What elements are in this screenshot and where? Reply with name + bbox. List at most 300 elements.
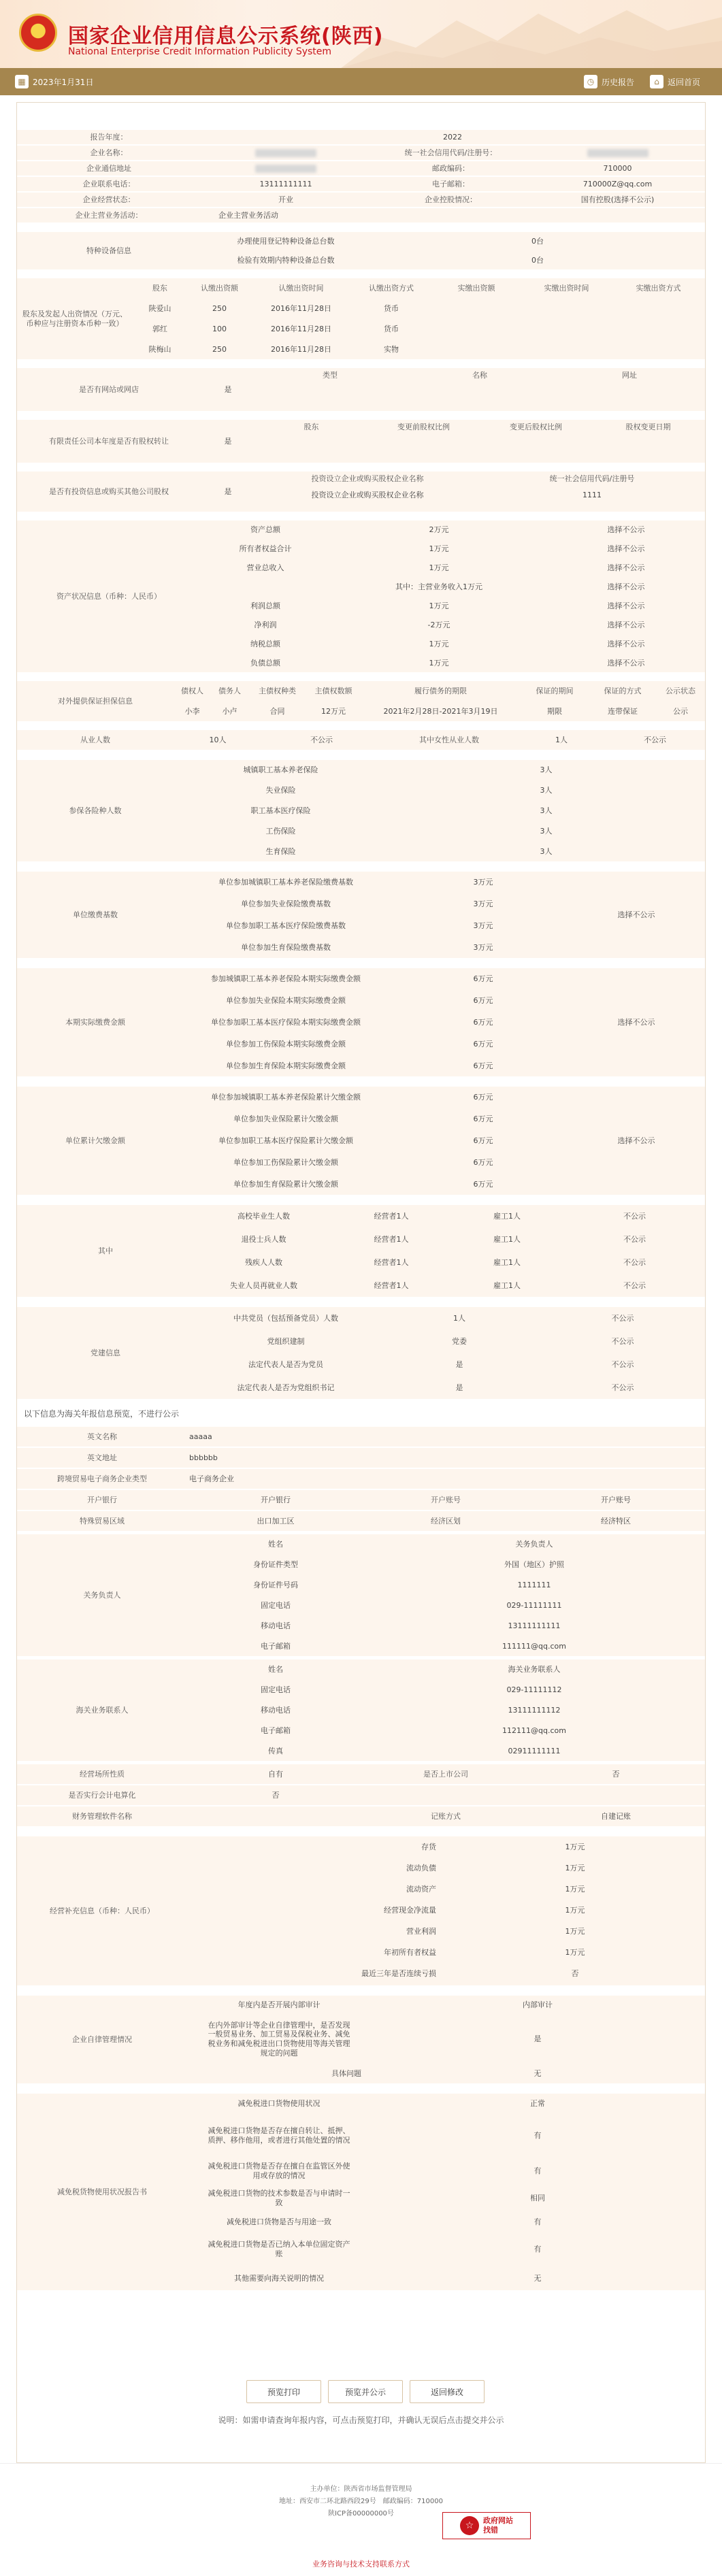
field-value: 否 [571,1968,579,1978]
field-value: 自建记账 [601,1811,631,1821]
annual-report-form [16,102,706,2463]
field-label: 单位参加生育保险本期实际缴费金额 [226,1061,346,1071]
section-label: 是否有网站或网店 [79,384,139,394]
guarantee-block [17,681,705,722]
table-cell: 250 [212,345,227,354]
publicity-status: 选择不公示 [617,1017,655,1027]
field-value: 有 [534,2166,542,2176]
field-value: 6万元 [473,1093,493,1102]
badge-title: 政府网站 [483,2516,513,2525]
field-label: 身份证件类型 [253,1560,298,1570]
field-value: 6万元 [473,1114,493,1124]
column-header: 认缴出资时间 [278,284,324,293]
field-label: 财务管理软件名称 [72,1811,132,1821]
customs-row [17,1806,705,1827]
mountain-decoration [341,0,722,68]
publicity-status: 选择不公示 [607,659,645,668]
table-cell: 1111 [582,491,602,500]
publicity-status: 不公示 [310,735,333,744]
publicity-status: 选择不公示 [607,621,645,630]
party-block [17,1307,705,1400]
column-header: 认缴出资方式 [369,284,414,293]
footer-icp: 陕ICP备00000000号 [328,2510,394,2517]
column-header: 投资设立企业或购买股权企业名称 [311,474,424,484]
field-value: 1万元 [565,1884,585,1894]
field-label: 企业名称： [90,148,128,157]
customs-section-note: 以下信息为海关年报信息预览，不进行公示 [24,1409,180,1419]
field-value: 3万元 [473,899,493,909]
field-value: 10人 [209,735,227,744]
field-value: 无 [534,2069,542,2079]
field-value: 相同 [530,2194,545,2203]
field-label: 负债总额 [250,659,280,668]
column-header: 主债权数额 [314,687,352,696]
section-label: 减免税货物使用状况报告书 [57,2187,147,2196]
field-label: 跨境贸易电子商务企业类型 [57,1474,147,1483]
field-value: 否 [272,1790,280,1800]
section-label: 单位累计欠缴金额 [65,1136,125,1145]
field-label: 企业经营状态： [82,195,135,204]
customs-row [17,1490,705,1510]
customs-row [17,1785,705,1806]
field-value: 开户账号 [601,1495,631,1504]
preview-publish-button[interactable]: 预览并公示 [328,2380,403,2403]
field-label: 法定代表人是否为党员 [248,1360,323,1370]
table-cell: 期限 [547,707,562,716]
site-title-english: National Enterprise Credit Information Publicity System [68,46,332,57]
table-cell: 合同 [269,707,285,716]
field-value: 内部审计 [523,2000,553,2010]
column-header: 股权变更日期 [625,423,671,432]
table-cell: 货币 [384,325,399,334]
field-value: 13111111111 [508,1621,561,1631]
publicity-status: 不公示 [623,1281,646,1291]
field-value: 3人 [540,765,553,775]
field-label: 企业主营业务活动： [75,210,143,220]
field-label: 单位参加生育保险缴费基数 [241,943,331,953]
insurance-base-block [17,872,705,959]
special-equipment-block [17,232,705,270]
field-value: 1万元 [429,563,449,573]
field-value: 02911111111 [508,1747,561,1756]
field-label: 存货 [421,1842,436,1851]
field-value: 1万元 [429,601,449,611]
publicity-status: 选择不公示 [607,525,645,535]
column-header: 变更后股权比例 [510,423,562,432]
publicity-status: 不公示 [611,1360,634,1370]
field-label: 最近三年是否连续亏损 [361,1968,436,1978]
site-title: 国家企业信用信息公示系统(陕西) [68,24,384,48]
field-label: 单位参加职工基本医疗保险缴费基数 [226,921,346,931]
field-label: 记账方式 [431,1811,461,1821]
table-cell: 2016年11月28日 [271,304,331,314]
table-cell: 连带保证 [608,707,638,716]
field-value: 有 [534,2131,542,2141]
field-value: 开业 [278,195,293,204]
field-label: 企业控股情况： [425,195,477,204]
section-label: 资产状况信息（币种：人民币） [56,591,161,601]
field-label: 办理使用登记特种设备总台数 [237,237,335,246]
field-label: 减免税进口货物是否已纳入本单位固定资产账 [208,2240,350,2258]
field-label: 纳税总额 [250,640,280,649]
history-report-link[interactable]: 历史报告 [602,78,635,87]
self-management-block [17,1996,705,2084]
field-label: 经营场所性质 [80,1769,125,1779]
field-label: 电子邮箱 [261,1642,291,1651]
field-label: 统一社会信用代码/注册号： [404,148,497,157]
field-value: 1万元 [429,544,449,554]
badge-subtitle: 找错 [483,2526,498,2534]
column-header: 网址 [622,371,637,380]
field-label: 单位参加失业保险累计欠缴金额 [233,1114,338,1124]
field-value: 有 [534,2217,542,2227]
field-label: 减免税进口货物是否与用途一致 [227,2217,331,2227]
basic-row [17,161,705,176]
section-label: 对外提供保证担保信息 [58,696,133,706]
field-value: 1人 [555,735,568,744]
section-label: 本期实际缴费金额 [65,1017,125,1027]
column-header: 名称 [472,371,487,380]
field-value: 经营者1人 [374,1258,409,1268]
field-value: 0台 [531,256,544,265]
field-value: -2万元 [427,621,450,630]
field-label: 在内外部审计等企业自律管理中，是否发现一般贸易业务、加工贸易及保税业务、减免税业务和减免税进出口货物使用等海关管理规定的问题 [208,2020,350,2058]
customs-row [17,1448,705,1468]
table-cell: 陕梅山 [148,345,171,354]
table-cell: 公示 [673,707,688,716]
field-value: 雇工1人 [493,1281,521,1291]
publicity-status: 选择不公示 [607,640,645,649]
insurance-arrears-block [17,1087,705,1195]
column-header: 统一社会信用代码/注册号 [549,474,635,484]
field-label: 职工基本医疗保险 [250,806,311,816]
field-label: 减免税进口货物是否存在擅自转让、抵押、质押、移作他用，或者进行其他处置的情况 [208,2126,350,2145]
field-value: 开户银行 [261,1495,291,1504]
field-label: 单位参加工伤保险累计欠缴金额 [233,1158,338,1168]
field-value: 无 [534,2274,542,2283]
field-label: 参加城镇职工基本养老保险本期实际缴费金额 [211,974,361,984]
field-label: 移动电话 [261,1706,291,1715]
field-value: 3人 [540,847,553,857]
credit-code-redacted [531,146,704,160]
field-value: 1万元 [429,640,449,649]
field-value: 6万元 [473,1061,493,1071]
address-redacted [201,161,371,176]
customs-row [17,1469,705,1489]
publicity-status: 不公示 [644,735,666,744]
field-label: 失业人员再就业人数 [230,1281,297,1291]
field-label: 退役士兵人数 [241,1235,286,1244]
customs-principal-block [17,1534,705,1657]
field-label: 单位参加城镇职工基本养老保险累计欠缴金额 [211,1093,361,1102]
employee-breakdown-block [17,1205,705,1298]
field-label: 流动负债 [406,1863,436,1872]
field-label: 移动电话 [261,1621,291,1631]
footer-organizer: 主办单位：陕西省市场监督管理局 [310,2486,412,2493]
field-label: 特殊贸易区域 [80,1516,125,1525]
field-value: 2022 [443,132,462,142]
field-label: 中共党员（包括预备党员）人数 [233,1314,338,1323]
field-label: 身份证件号码 [253,1581,298,1590]
field-value: 有 [534,2245,542,2254]
field-value: 正常 [530,2099,545,2109]
calendar-icon: ▦ [15,75,29,88]
column-header: 债权人 [181,687,203,696]
field-value: 1万元 [565,1863,585,1872]
field-label: 单位参加工伤保险本期实际缴费金额 [226,1040,346,1049]
field-label: 姓名 [268,1540,283,1549]
column-header: 保证的方式 [604,687,642,696]
instruction-note: 说明：如需申请查询年报内容，可点击预览打印，并确认无误后点击提交并公示 [218,2415,504,2425]
field-value: 6万元 [473,974,493,984]
field-value: 1万元 [565,1905,585,1915]
section-label: 股东及发起人出资情况（万元、币种应与注册资本币种一致） [22,309,127,328]
field-value: 029-11111111 [506,1601,562,1611]
section-label: 经营补充信息（币种：人民币） [50,1906,154,1915]
field-value: 经营者1人 [374,1212,409,1221]
field-label: 英文名称 [87,1432,117,1441]
field-value: 关务负责人 [515,1540,553,1549]
field-value: 13111111111 [259,179,312,188]
insurance-people-block [17,760,705,862]
section-label: 是否有投资信息或购买其他公司股权 [49,486,169,496]
field-label: 生育保险 [265,847,296,857]
customs-row [17,1764,705,1785]
field-label: 高校毕业生人数 [237,1212,290,1221]
assets-block [17,521,705,673]
field-label: 固定电话 [261,1601,291,1611]
company-name-redacted [201,146,371,160]
section-label: 企业自律管理情况 [72,2034,132,2044]
field-label: 企业联系电话： [82,179,135,188]
footer-address: 地址：西安市二环北路西段29号 邮政编码：710000 [279,2498,443,2505]
table-cell: 2021年2月28日-2021年3月19日 [383,707,498,716]
basic-row [17,177,705,192]
field-value: 1万元 [565,1926,585,1936]
field-label: 单位参加职工基本医疗保险累计欠缴金额 [218,1136,353,1146]
publicity-status: 不公示 [611,1383,634,1393]
field-label: 年度内是否开展内部审计 [237,2000,321,2010]
field-value: 党委 [452,1337,467,1347]
tax-free-goods-block [17,2094,705,2291]
field-value: 是 [224,436,232,446]
field-value: 112111@qq.com [502,1726,566,1736]
field-label: 减免税进口货物的技术参数是否与申请时一致 [208,2189,350,2207]
field-value: 0台 [531,237,544,246]
field-label: 残疾人人数 [245,1258,282,1268]
field-value: 外国（地区）护照 [504,1560,564,1570]
field-label: 净利润 [254,621,277,630]
customs-finance-block [17,1836,705,1986]
field-value: 710000 [603,163,632,173]
back-home-link[interactable]: 返回首页 [668,78,701,87]
publicity-status: 选择不公示 [607,544,645,554]
section-label: 单位缴费基数 [73,910,118,919]
site-header [0,0,722,68]
field-value: 6万元 [473,1018,493,1027]
basic-row [17,130,705,145]
field-value: 经营者1人 [374,1235,409,1244]
field-value: 是 [455,1360,463,1370]
field-label: 年初所有者权益 [384,1947,436,1957]
field-value: 是 [534,2034,542,2044]
column-header: 认缴出资额 [201,284,238,293]
publicity-status: 选择不公示 [617,1136,655,1145]
publicity-status: 不公示 [611,1337,634,1347]
table-cell: 2016年11月28日 [271,325,331,334]
field-value: 其中：主营业务收入1万元 [395,582,482,592]
table-cell: 小李 [184,707,200,716]
publicity-status: 选择不公示 [607,601,645,611]
field-label: 开户银行 [87,1495,117,1504]
column-header: 保证的期间 [536,687,574,696]
basic-row [17,208,705,223]
column-header: 股东 [303,423,319,432]
field-label: 流动资产 [406,1884,436,1894]
field-label: 党组织建制 [267,1337,305,1347]
field-value: 海关业务联系人 [508,1665,561,1674]
field-label: 减免税进口货物是否存在擅自在监管区外使用或存放的情况 [208,2162,350,2180]
field-value: bbbbbb [189,1453,218,1462]
table-cell: 实物 [384,345,399,354]
field-value: 雇工1人 [493,1212,521,1221]
section-label: 其中 [98,1246,113,1255]
column-header: 实缴出资额 [457,284,495,293]
field-label: 邮政编码： [432,163,470,173]
customs-contact-block [17,1659,705,1762]
home-icon[interactable]: ⌂ [650,75,663,88]
publicity-status: 不公示 [611,1314,634,1323]
field-value: 029-11111112 [506,1685,562,1695]
field-value: 3人 [540,827,553,836]
field-value: 否 [612,1769,620,1779]
gov-seal-icon: ☆ [460,2516,479,2535]
field-label: 营业总收入 [246,563,284,573]
field-label: 固定电话 [261,1685,291,1695]
field-value: 雇工1人 [493,1258,521,1268]
field-label: 电子邮箱： [432,179,470,188]
current-date: 2023年1月31日 [33,78,94,87]
basic-row [17,193,705,208]
table-cell: 12万元 [321,707,346,716]
field-value: 6万元 [473,1180,493,1189]
investment-block [17,472,705,512]
field-value: 6万元 [473,1040,493,1049]
customs-row [17,1427,705,1447]
field-label: 失业保险 [265,786,296,795]
field-label: 单位参加失业保险本期实际缴费金额 [226,996,346,1006]
insurance-paid-block [17,968,705,1077]
field-label: 电子邮箱 [261,1726,291,1736]
gov-website-badge[interactable] [442,2512,531,2539]
field-label: 城镇职工基本养老保险 [243,765,318,775]
field-label: 工伤保险 [265,827,296,836]
field-value: 6万元 [473,996,493,1006]
national-emblem-icon [19,14,57,52]
field-value: 6万元 [473,1158,493,1168]
publicity-status: 不公示 [623,1258,646,1268]
field-value: 3人 [540,786,553,795]
column-header: 类型 [323,371,338,380]
field-value: 1人 [453,1314,465,1323]
table-cell: 250 [212,304,227,314]
field-value: 3万元 [473,921,493,931]
field-value: 国有控股(选择不公示) [580,195,655,204]
table-cell: 陕爱山 [148,304,171,314]
table-cell: 100 [212,325,227,334]
field-value: 1万元 [565,1947,585,1957]
field-label: 是否上市公司 [423,1769,468,1779]
field-label: 减免税进口货物使用状况 [237,2099,321,2109]
table-cell: 投资设立企业或购买股权企业名称 [311,491,424,500]
column-header: 公示状态 [666,687,695,696]
section-label: 党建信息 [91,1348,120,1357]
field-label: 单位参加失业保险缴费基数 [241,899,331,909]
history-icon[interactable]: ◷ [584,75,597,88]
field-label: 利润总额 [250,601,280,611]
field-value: 电子商务企业 [189,1474,234,1483]
section-label: 特种设备信息 [86,246,131,255]
field-value: 710000Z@qq.com [582,179,653,188]
preview-print-button[interactable]: 预览打印 [246,2380,321,2403]
field-label: 企业通信地址 [86,163,131,173]
section-label: 关务负责人 [83,1590,121,1600]
field-value: 是 [224,486,232,496]
shareholder-block [17,278,705,360]
back-edit-button[interactable]: 返回修改 [410,2380,485,2403]
field-value: 经济特区 [601,1516,631,1525]
support-contact-link[interactable]: 业务咨询与技术支持联系方式 [312,2560,410,2569]
field-value: 经营者1人 [374,1281,409,1291]
field-value: 111111@qq.com [502,1642,566,1651]
field-label: 经营现金净流量 [384,1905,436,1915]
field-value: 出口加工区 [257,1516,295,1525]
table-cell: 货币 [384,304,399,314]
field-label: 单位参加生育保险累计欠缴金额 [233,1180,338,1189]
field-value: 2万元 [429,525,449,535]
field-label: 营业利润 [406,1926,436,1936]
field-value: 1万元 [565,1842,585,1851]
field-value [187,1806,364,1826]
field-value: 13111111112 [508,1706,561,1715]
field-label: 具体问题 [331,2069,361,2079]
field-value: aaaaa [189,1432,212,1441]
customs-row [17,1511,705,1532]
column-header: 变更前股权比例 [397,423,450,432]
basic-row [17,146,705,161]
field-value: 1111111 [517,1581,551,1590]
field-value: 1万元 [429,659,449,668]
field-value: 企业主营业务活动 [218,210,278,220]
field-label: 开户账号 [431,1495,461,1504]
field-label: 姓名 [268,1665,283,1674]
publicity-status: 不公示 [623,1212,646,1221]
nav-bar [0,68,722,95]
field-label: 资产总额 [250,525,280,535]
publicity-status: 不公示 [623,1235,646,1244]
field-label: 从业人数 [80,735,110,744]
column-header: 主债权种类 [259,687,296,696]
table-cell: 郭红 [152,325,167,334]
table-cell: 2016年11月28日 [271,345,331,354]
column-header: 债务人 [218,687,241,696]
table-cell: 小卢 [222,707,237,716]
field-value: 3万元 [473,878,493,887]
field-label: 检验有效期内特种设备总台数 [237,256,335,265]
field-value: 自有 [268,1769,283,1779]
field-label: 英文地址 [87,1453,117,1462]
publicity-status: 选择不公示 [607,563,645,573]
